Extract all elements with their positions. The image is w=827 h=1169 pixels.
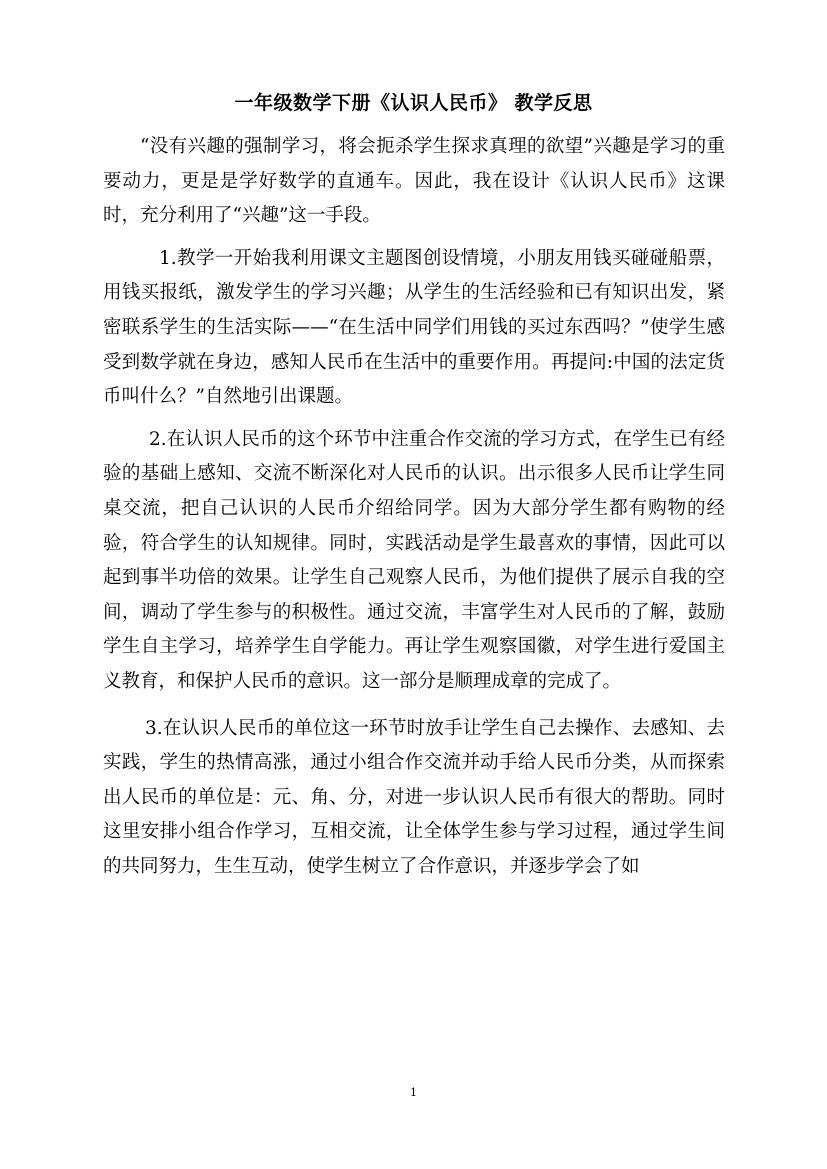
paragraph-intro: “没有兴趣的强制学习，将会扼杀学生探求真理的欲望”兴趣是学习的重要动力，更是是学好数学的直通车。因此，我在设计《认识人民币》这课时，充分利用了“兴趣”这一手段。 bbox=[103, 136, 725, 227]
document-body bbox=[103, 130, 725, 884]
paragraph-point-1: 1.教学一开始我利用课文主题图创设情境，小朋友用钱买碰碰船票，用钱买报纸，激发学生的学习兴趣；从学生的生活经验和已有知识出发，紧密联系学生的生活实际——“在生活中同学们用钱的买过东西吗？”使学生感受到数学就在身边，感知人民币在生活中的重要作用。再提问:中国的法定货币叫什么？”自然地引出课题。 bbox=[103, 247, 725, 408]
paragraph-point-3: 3.在认识人民币的单位这一环节时放手让学生自己去操作、去感知、去实践，学生的热情高涨，通过小组合作交流并动手给人民币分类，从而探索出人民币的单位是：元、角、分，对进一步认识人民币有很大的帮助。同时这里安排小组合作学习，互相交流，让全体学生参与学习过程，通过学生间的共同努力，生生互动，使学生树立了合作意识，并逐步学会了如 bbox=[103, 717, 725, 877]
page-number: 1 bbox=[410, 1086, 417, 1099]
document-title: 一年级数学下册《认识人民币》 教学反思 bbox=[234, 92, 593, 114]
paragraph-point-2: 2.在认识人民币的这个环节中注重合作交流的学习方式，在学生已有经验的基础上感知、交流不断深化对人民币的认识。出示很多人民币让学生同桌交流，把自己认识的人民币介绍给同学。因为大部分学生都有购物的经验，符合学生的认知规律。同时，实践活动是学生最喜欢的事情，因此可以起到事半功倍的效果。让学生自己观察人民币，为他们提供了展示自我的空间，调动了学生参与的积极性。通过交流，丰富学生对人民币的了解，鼓励学生自主学习，培养学生自学能力。再让学生观察国徽，对学生进行爱国主义教育，和保护人民币的意识。这一部分是顺理成章的完成了。 bbox=[103, 428, 725, 692]
